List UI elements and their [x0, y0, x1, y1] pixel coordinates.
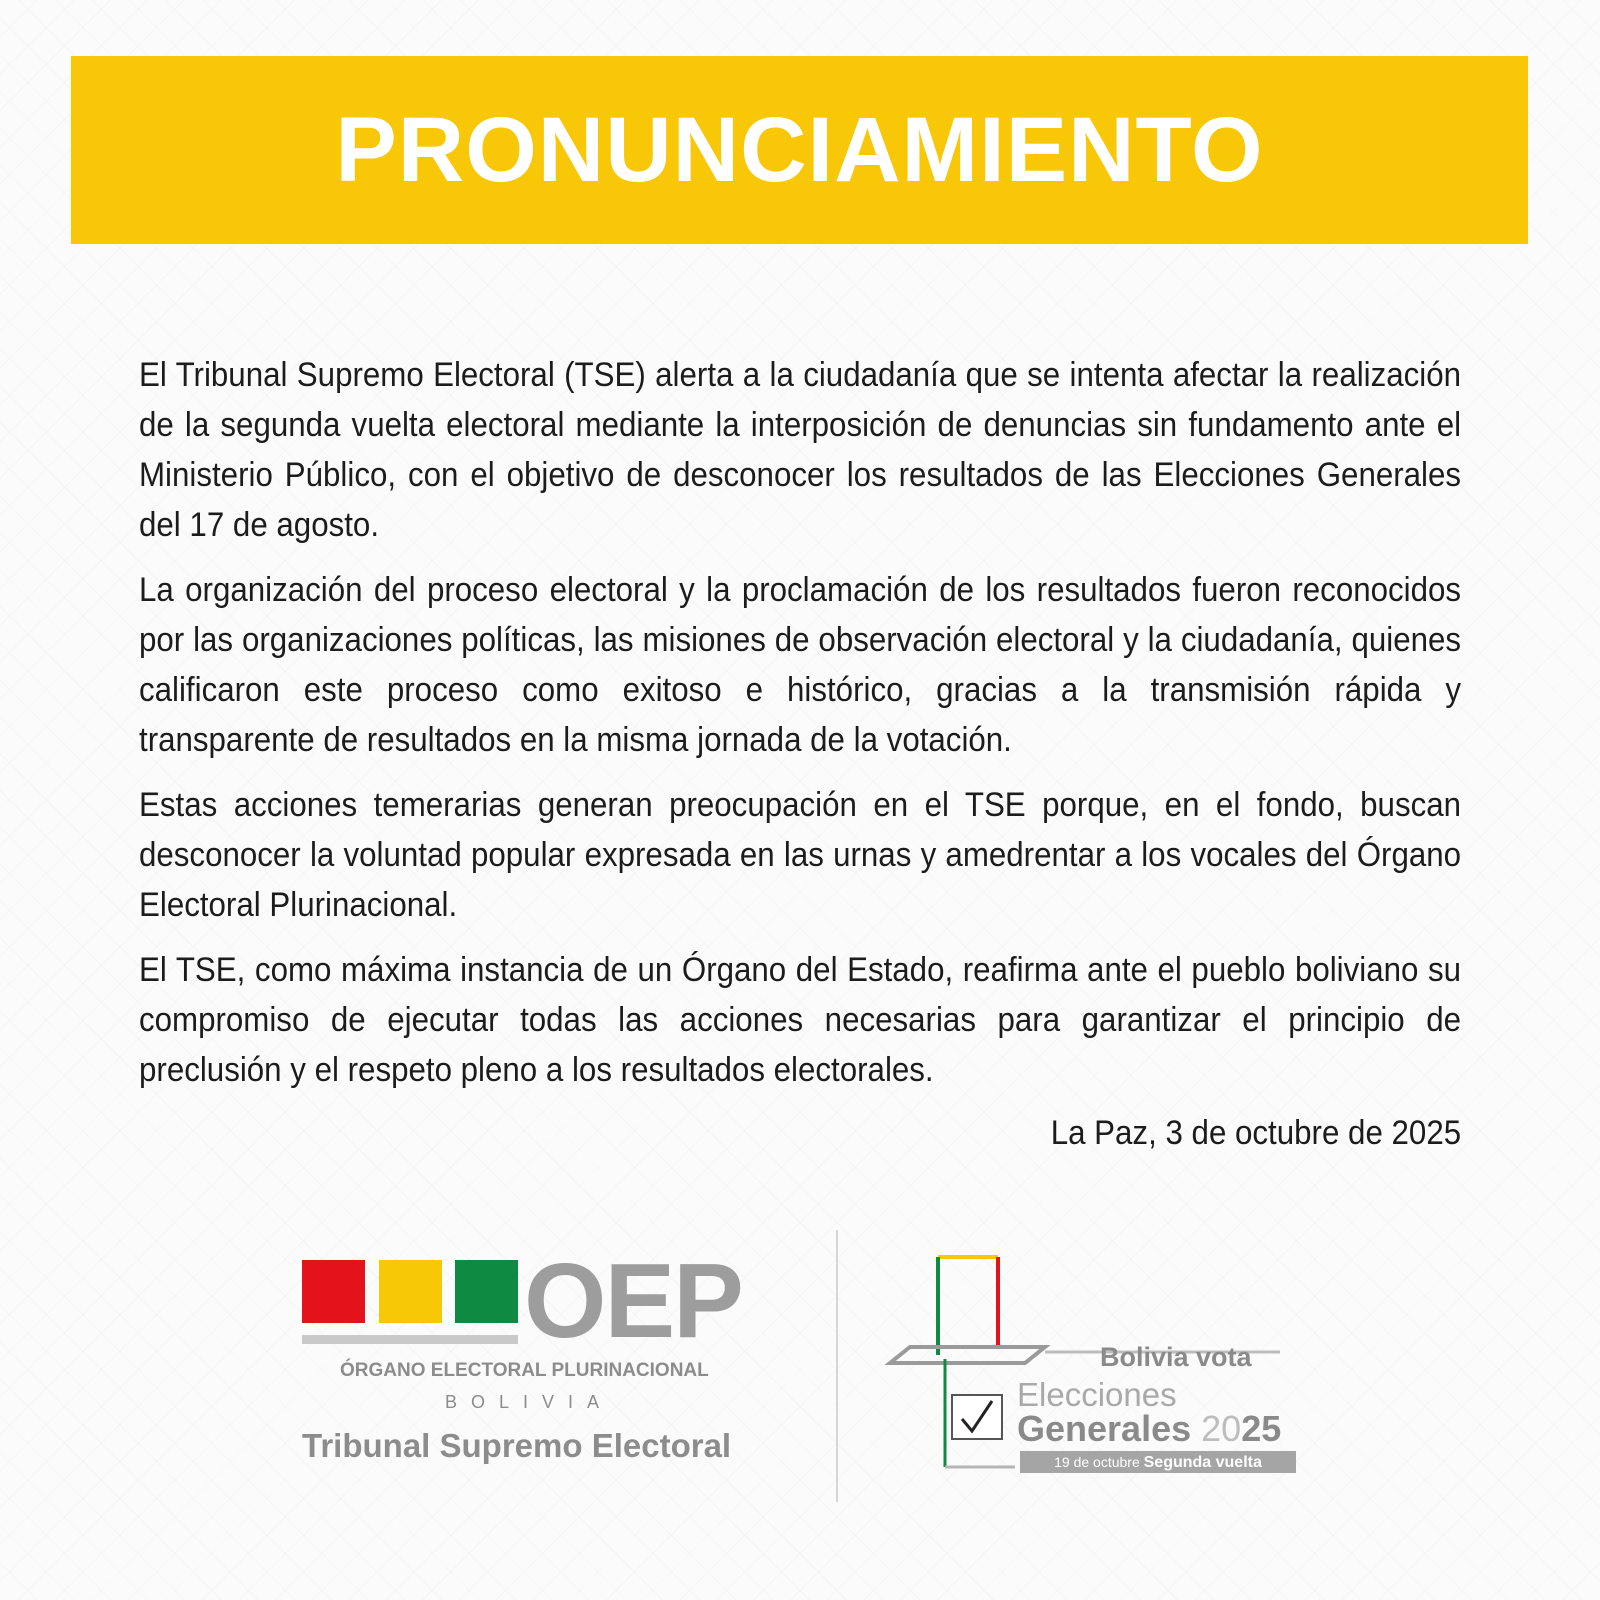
elecciones-label: Elecciones	[1017, 1376, 1177, 1413]
year-suffix: 25	[1241, 1408, 1282, 1449]
election-logo	[870, 1255, 1310, 1485]
round-banner	[1020, 1451, 1296, 1473]
logo-underline	[302, 1335, 518, 1344]
date-line: La Paz, 3 de octubre de 2025	[1050, 1114, 1461, 1152]
red-flag-square	[302, 1260, 365, 1323]
page-title: PRONUNCIAMIENTO	[335, 98, 1264, 201]
generales-label	[1017, 1408, 1281, 1450]
green-flag-square	[455, 1260, 518, 1323]
paragraph-3: Estas acciones temerarias generan preocupación en el TSE porque, en el fondo, buscan desconocer la voluntad popular expresada en las urnas y amedrentar a los vocales del Órgano Electoral Plurinacional.	[139, 786, 1462, 924]
generales-word: Generales	[1017, 1408, 1192, 1449]
round-label: Segunda vuelta	[1143, 1454, 1262, 1471]
oep-acronym: OEP	[524, 1242, 742, 1360]
yellow-flag-square	[379, 1260, 442, 1323]
paragraph-2: La organización del proceso electoral y la proclamación de los resultados fueron reconocidos por las organizaciones políticas, las misiones de observación electoral y la ciudadanía, quienes calificaron este proceso como exitoso e histórico, gracias a la transmisión rápida y transparente de resultados en la misma jornada de la votación.	[139, 571, 1462, 759]
country-name: BOLIVIA	[445, 1392, 614, 1412]
logo-divider	[836, 1230, 838, 1502]
paragraph-4: El TSE, como máxima instancia de un Órgano del Estado, reafirma ante el pueblo boliviano su compromiso de ejecutar todas las acciones necesarias para garantizar el principio de preclusión y el respeto pleno a los resultados electorales.	[139, 951, 1462, 1089]
round-date: 19 de octubre	[1054, 1454, 1140, 1470]
title-banner	[71, 56, 1528, 244]
year-prefix: 20	[1201, 1408, 1242, 1449]
org-name: ÓRGANO ELECTORAL PLURINACIONAL	[340, 1360, 709, 1381]
paragraph-1: El Tribunal Supremo Electoral (TSE) alerta a la ciudadanía que se intenta afectar la realización de la segunda vuelta electoral mediante la interposición de denuncias sin fundamento ante el Ministerio Público, con el objetivo de desconocer los resultados de las Elecciones Generales del 17 de agosto.	[139, 356, 1462, 544]
tagline: Bolivia vota	[1100, 1342, 1252, 1372]
statement-body	[139, 350, 1462, 1110]
oep-logo	[300, 1242, 780, 1475]
tribunal-name: Tribunal Supremo Electoral	[302, 1427, 732, 1464]
